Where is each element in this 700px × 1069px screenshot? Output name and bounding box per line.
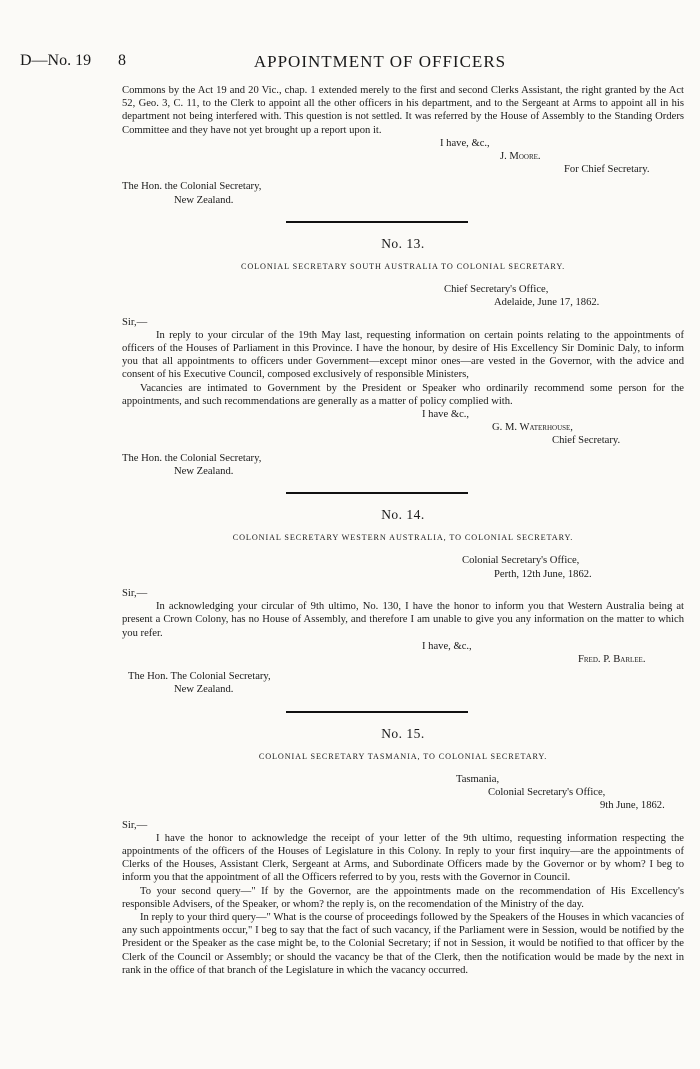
intro-role: For Chief Secretary. — [564, 164, 650, 176]
document-reference: D—No. 19 — [20, 52, 92, 69]
letter-addressee: The Hon. the Colonial Secretary, — [122, 452, 262, 464]
page-number: 8 — [118, 52, 126, 69]
letter-role: Chief Secretary. — [552, 435, 621, 447]
letter-salutation-sir: Sir,— — [122, 819, 148, 831]
letter-paragraph: Vacancies are intimated to Government by the President or Speaker who ordinarily recommend some person for the appointments, and such recommendations are generally as a matter of policy complied with. — [122, 382, 684, 407]
letter-salutation-sir: Sir,— — [122, 316, 148, 328]
letter-paragraph: In reply to your third query—" What is the course of proceedings followed by the Speakers of the Houses in which vacancies of any such appointments occur," I beg to say that the fact of such vacancy, if the Parliament were in Session, would be notified by the President or the Speaker as the case might be, to the Colonial Secretary; if not in Session, it would be notified to that officer by the Clerk of the Council or Assembly; or should the vacancy be that of the Clerk, then the notification would be made by the next in rank in the office of that branch of the Legislature in which the vacancy occurred. — [122, 911, 684, 976]
letter-addressee-place: New Zealand. — [174, 684, 234, 696]
letter-closing: I have &c., — [422, 409, 470, 421]
section-divider — [286, 221, 468, 223]
letter-paragraph: In acknowledging your circular of 9th ultimo, No. 130, I have the honor to inform you that Western Australia being at present a Crown Colony, has no House of Assembly, and therefore I am unable to give you any information on the matter to which you refer. — [122, 601, 684, 639]
document-body — [122, 84, 684, 977]
letter-place-date: Adelaide, June 17, 1862. — [494, 297, 600, 309]
intro-addressee: The Hon. the Colonial Secretary, — [122, 181, 262, 193]
letter-place-date: 9th June, 1862. — [600, 800, 665, 812]
intro-salutation: I have, &c., — [440, 137, 490, 149]
letter-title: COLONIAL SECRETARY SOUTH AUSTRALIA TO COLONIAL SECRETARY. — [240, 262, 566, 272]
letter-number: No. 15. — [381, 725, 425, 741]
letter-number: No. 14. — [381, 507, 425, 523]
letter-paragraph: I have the honor to acknowledge the receipt of your letter of the 9th ultimo, requesting information respecting the appointments of the officers of the Houses of Legislature in this Colony. In reply to your first inquiry—are the appointments of Clerks of the Houses, Assistant Clerk, Sergeant at Arms, and Subordinate Officers made by the Governor or by whom? I beg to inform you that the appointment of all the Officers referred to by you, rests with the Governor in Council. — [122, 832, 684, 884]
intro-paragraph: Commons by the Act 19 and 20 Vic., chap. 1 extended merely to the first and second Clerks Assistant, the right granted by the Act 52, Geo. 3, C. 11, to the Clerk to appoint all the other officers in his department, and to the Sergeant at Arms to appoint all in his department not being interfered with. This question is not settled. It was referred by the House of Assembly to the Standing Orders Committee and they have not yet brought up a report upon it. — [122, 85, 684, 136]
letter-office: Colonial Secretary's Office, — [488, 787, 606, 799]
letter-place-date: Perth, 12th June, 1862. — [494, 568, 592, 580]
page-header — [0, 52, 700, 74]
letter-salutation-sir: Sir,— — [122, 587, 148, 599]
letter-number: No. 13. — [381, 235, 425, 251]
intro-addressee-place: New Zealand. — [174, 194, 234, 206]
letter-title: COLONIAL SECRETARY TASMANIA, TO COLONIAL SECRETARY. — [258, 751, 548, 761]
intro-signature: J. Moore. — [500, 151, 541, 163]
letter-addressee-place: New Zealand. — [174, 465, 234, 477]
letter-paragraph: In reply to your circular of the 19th May last, requesting information on certain points relating to the appointments of officers of the Houses of Parliament in this Province. I have the honour, by desire of His Excellency Sir Dominic Daly, to inform you that all appointments to officers under Government—except minor ones—are vested in the Governor, with the advice and consent of his Executive Council, composed exclusively of responsible Ministers, — [122, 329, 684, 381]
letter-title: COLONIAL SECRETARY WESTERN AUSTRALIA, TO COLONIAL SECRETARY. — [232, 533, 574, 543]
page-title: APPOINTMENT OF OFFICERS — [253, 52, 507, 71]
section-divider — [286, 492, 468, 494]
letter-office-top: Tasmania, — [456, 773, 500, 785]
letter-paragraph: To your second query—" If by the Governor, are the appointments made on the recommendation of His Excellency's responsible Advisers, of the Speaker, or whom? the reply is, on the recomendation of the Ministry of the day. — [122, 885, 684, 910]
section-divider — [286, 711, 468, 713]
letter-signature: Fred. P. Barlee. — [578, 653, 646, 665]
letter-office: Colonial Secretary's Office, — [462, 555, 580, 567]
letter-office: Chief Secretary's Office, — [444, 284, 549, 296]
letter-addressee: The Hon. The Colonial Secretary, — [128, 671, 271, 683]
letter-signature: G. M. Waterhouse, — [492, 422, 573, 434]
letter-closing: I have, &c., — [422, 640, 472, 652]
